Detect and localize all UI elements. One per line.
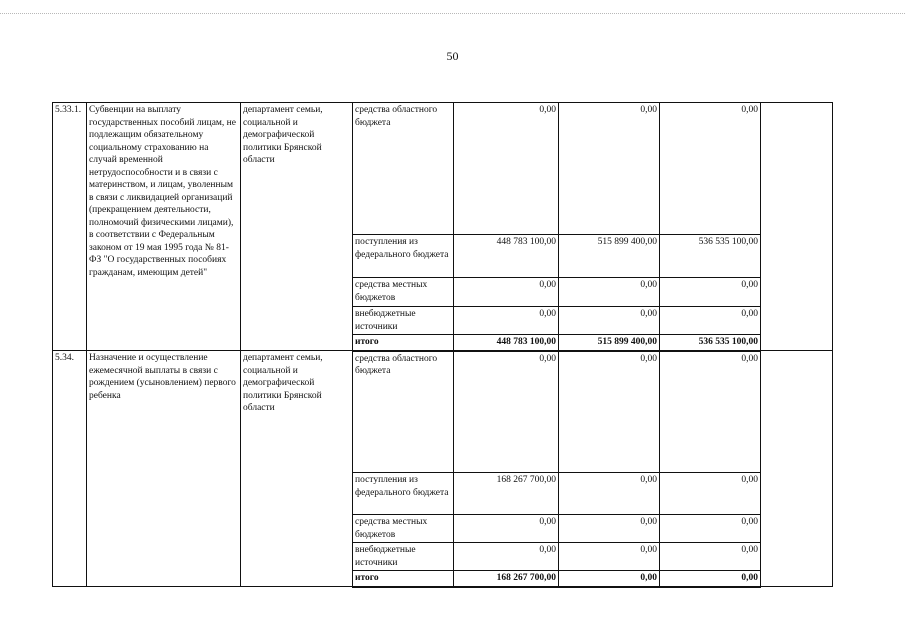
total-value: 515 899 400,00 [559, 335, 660, 351]
value-cell: 0,00 [454, 351, 559, 473]
section-executor: департамент семьи, социальной и демографической политики Брянской области [241, 351, 353, 587]
value-cell: 515 899 400,00 [559, 235, 660, 278]
value-cell: 0,00 [454, 515, 559, 543]
page-number: 50 [446, 49, 459, 63]
total-value: 0,00 [559, 571, 660, 587]
empty-cell [761, 103, 833, 351]
value-cell: 0,00 [559, 473, 660, 515]
value-cell: 0,00 [559, 515, 660, 543]
empty-cell [761, 351, 833, 587]
value-cell: 0,00 [660, 351, 761, 473]
scan-artifact-line [0, 13, 905, 17]
section-code: 5.33.1. [53, 103, 87, 351]
value-cell: 0,00 [660, 473, 761, 515]
funding-source: средства областного бюджета [353, 103, 454, 235]
value-cell: 0,00 [559, 307, 660, 335]
section-code: 5.34. [53, 351, 87, 587]
value-cell: 536 535 100,00 [660, 235, 761, 278]
table-row [53, 103, 833, 235]
total-value: 168 267 700,00 [454, 571, 559, 587]
value-cell: 0,00 [660, 515, 761, 543]
value-cell: 0,00 [559, 351, 660, 473]
value-cell: 448 783 100,00 [454, 235, 559, 278]
total-value: 0,00 [660, 571, 761, 587]
value-cell: 168 267 700,00 [454, 473, 559, 515]
funding-source: итого [353, 335, 454, 351]
funding-source: средства областного бюджета [353, 351, 454, 473]
table-row [53, 351, 833, 473]
value-cell: 0,00 [454, 278, 559, 307]
total-value: 536 535 100,00 [660, 335, 761, 351]
value-cell: 0,00 [660, 543, 761, 571]
section-name: Субвенции на выплату государственных пособий лицам, не подлежащим обязательному социальному страхованию на случай временной нетрудоспособности и в связи с материнством, и лицам, уволенным в связи с ликвидацией организаций (прекращением деятельности, полномочий физическими лицами), в соответствии с Федеральным законом от 19 мая 1995 года № 81-ФЗ "О государственных пособиях гражданам, имеющим детей" [87, 103, 241, 351]
value-cell: 0,00 [660, 278, 761, 307]
section-name: Назначение и осуществление ежемесячной выплаты в связи с рождением (усыновлением) первого ребенка [87, 351, 241, 587]
total-value: 448 783 100,00 [454, 335, 559, 351]
funding-source: поступления из федерального бюджета [353, 235, 454, 278]
budget-table [52, 102, 833, 588]
value-cell: 0,00 [559, 278, 660, 307]
funding-source: средства местных бюджетов [353, 515, 454, 543]
funding-source: итого [353, 571, 454, 587]
value-cell: 0,00 [559, 103, 660, 235]
value-cell: 0,00 [660, 307, 761, 335]
value-cell: 0,00 [559, 543, 660, 571]
funding-source: внебюджетные источники [353, 543, 454, 571]
value-cell: 0,00 [660, 103, 761, 235]
value-cell: 0,00 [454, 307, 559, 335]
funding-source: внебюджетные источники [353, 307, 454, 335]
value-cell: 0,00 [454, 543, 559, 571]
section-executor: департамент семьи, социальной и демографической политики Брянской области [241, 103, 353, 351]
funding-source: поступления из федерального бюджета [353, 473, 454, 515]
funding-source: средства местных бюджетов [353, 278, 454, 307]
value-cell: 0,00 [454, 103, 559, 235]
